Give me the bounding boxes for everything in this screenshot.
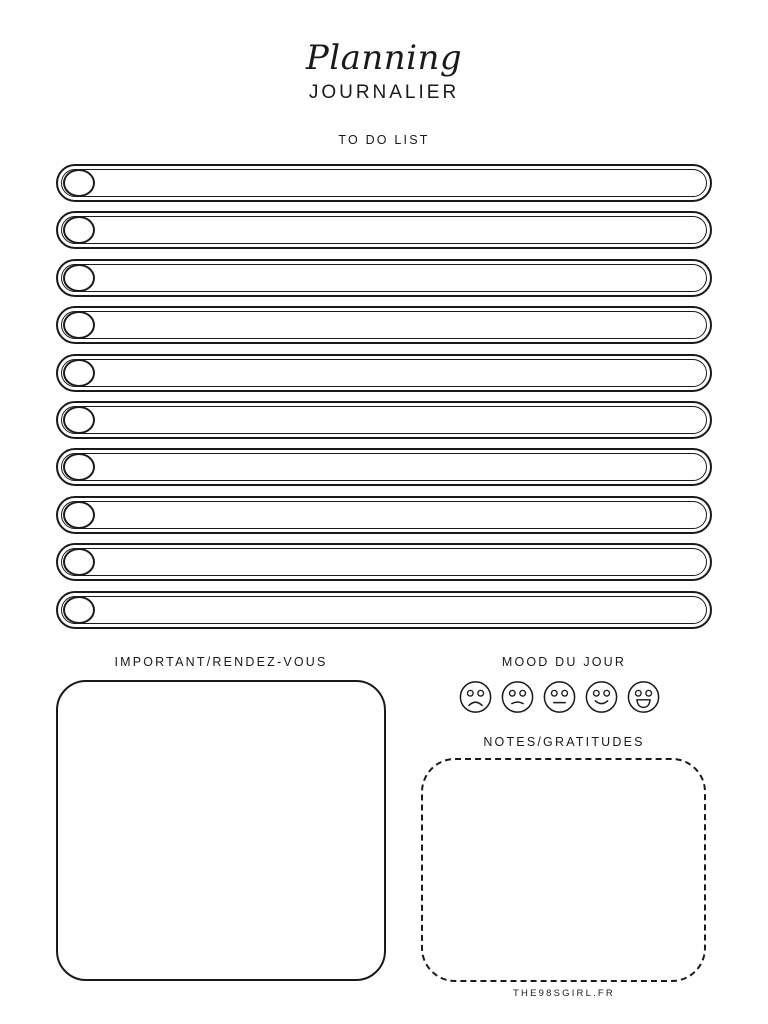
checkbox-circle-icon[interactable] [63,264,95,292]
todo-row[interactable] [56,164,712,202]
important-label: IMPORTANT/RENDEZ-VOUS [114,655,328,669]
mood-selector [458,680,668,714]
checkbox-circle-icon[interactable] [63,311,95,339]
checkbox-circle-icon[interactable] [63,169,95,197]
checkbox-circle-icon[interactable] [63,216,95,244]
todo-row[interactable] [56,401,712,439]
checkbox-circle-icon[interactable] [63,406,95,434]
sad-face-icon[interactable] [458,680,493,714]
todo-row[interactable] [56,354,712,392]
neutral-face-icon[interactable] [542,680,577,714]
footer-credit: THE98SGIRL.FR [513,988,615,999]
page-title: Planning [305,38,463,78]
todo-row[interactable] [56,259,712,297]
checkbox-circle-icon[interactable] [63,596,95,624]
checkbox-circle-icon[interactable] [63,359,95,387]
important-box[interactable] [56,680,386,981]
checkbox-circle-icon[interactable] [63,548,95,576]
todo-row[interactable] [56,306,712,344]
mood-label: MOOD DU JOUR [501,655,627,669]
page-subtitle: JOURNALIER [308,82,460,103]
notes-box[interactable] [421,758,706,982]
smile-face-icon[interactable] [584,680,619,714]
todo-row[interactable] [56,448,712,486]
todo-row[interactable] [56,543,712,581]
todo-list-label: TO DO LIST [338,133,430,147]
grin-face-icon[interactable] [626,680,661,714]
notes-label: NOTES/GRATITUDES [483,735,645,749]
todo-row[interactable] [56,211,712,249]
todo-row[interactable] [56,496,712,534]
checkbox-circle-icon[interactable] [63,501,95,529]
todo-list [56,164,712,638]
unhappy-face-icon[interactable] [500,680,535,714]
checkbox-circle-icon[interactable] [63,453,95,481]
todo-row[interactable] [56,591,712,629]
